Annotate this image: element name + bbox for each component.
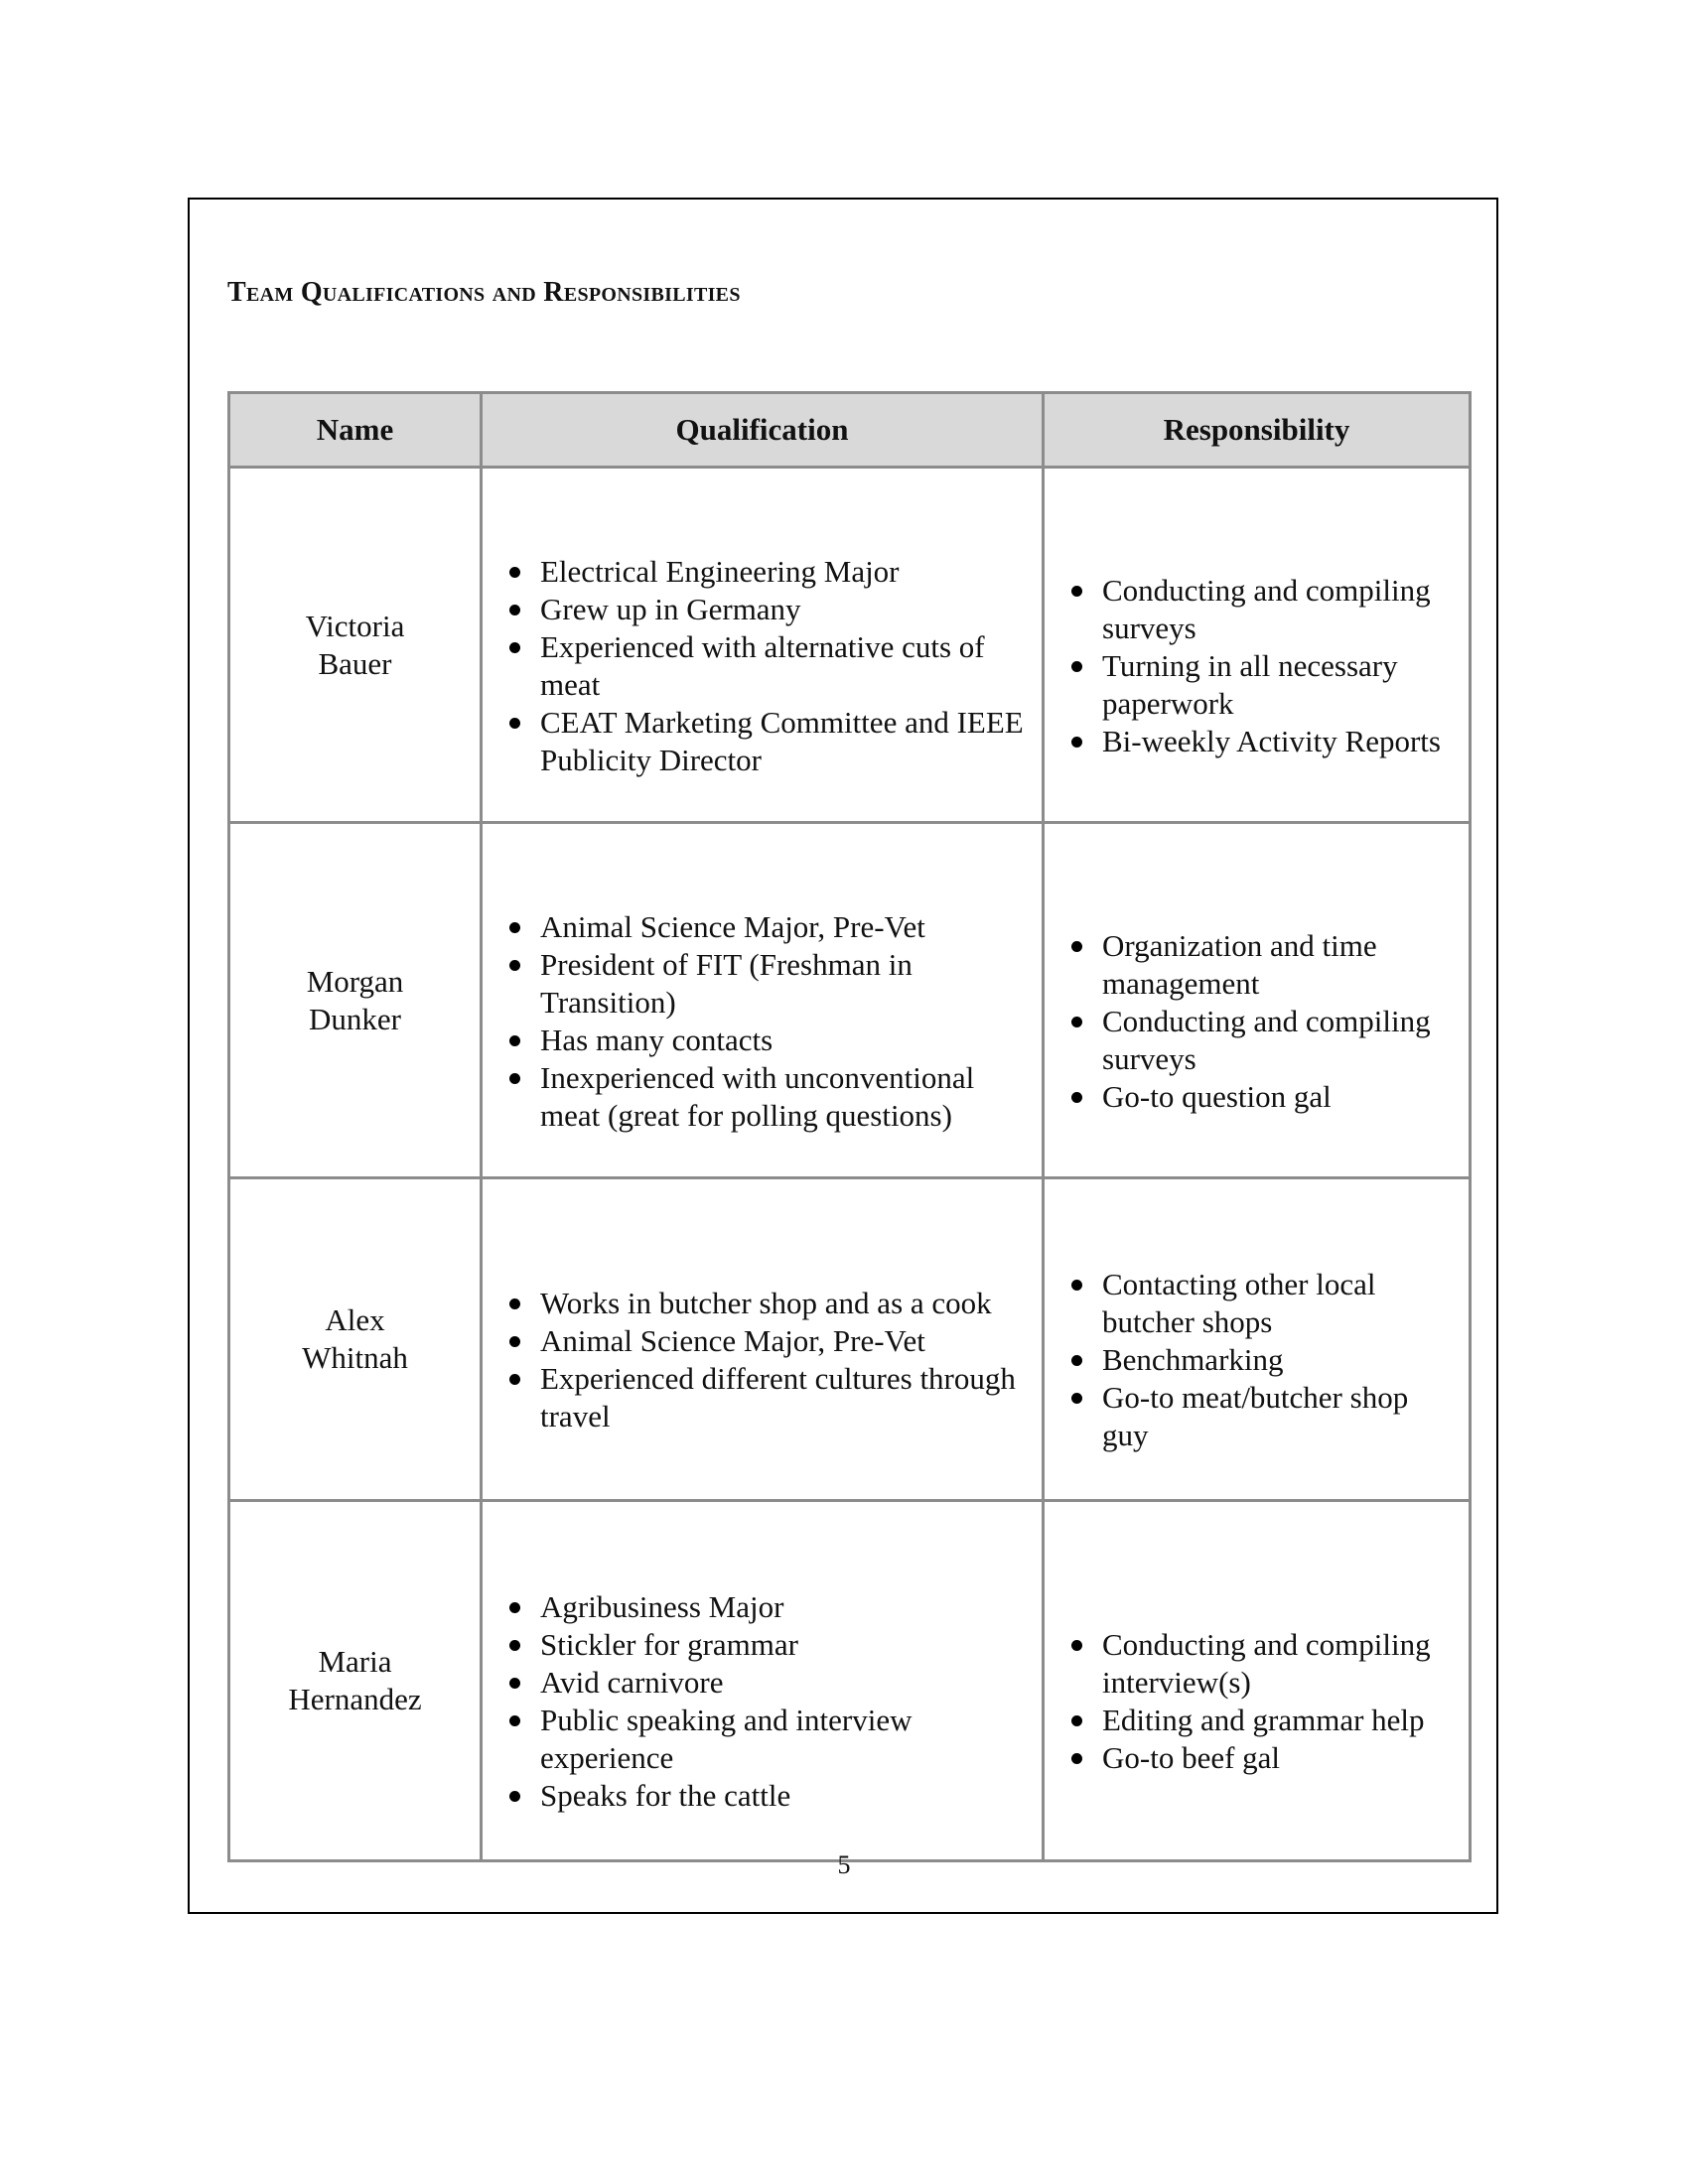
bullet-icon: [509, 1715, 520, 1726]
member-last-name: Whitnah: [302, 1340, 408, 1375]
responsibility-cell: [1044, 1501, 1471, 1861]
list-item: Has many contacts: [504, 1022, 1028, 1059]
bullet-icon: [509, 605, 520, 615]
member-first-name: Maria: [318, 1644, 392, 1679]
list-item: Animal Science Major, Pre-Vet: [504, 908, 1028, 946]
list-item: Benchmarking: [1066, 1341, 1455, 1379]
bullet-icon: [509, 922, 520, 933]
bullet-icon: [1071, 1355, 1082, 1366]
list-item: Turning in all necessary paperwork: [1066, 647, 1455, 723]
bullet-icon: [509, 567, 520, 578]
qualification-list: [504, 1588, 1028, 1815]
responsibility-cell: [1044, 1178, 1471, 1501]
member-first-name: Morgan: [306, 963, 404, 999]
bullet-icon: [509, 1073, 520, 1084]
list-item: Conducting and compiling surveys: [1066, 1003, 1455, 1078]
bullet-icon: [509, 642, 520, 653]
bullet-icon: [509, 960, 520, 971]
list-item: Conducting and compiling interview(s): [1066, 1626, 1455, 1702]
page-number: 5: [837, 1850, 851, 1879]
member-first-name: Victoria: [305, 608, 405, 643]
qualification-list: [504, 908, 1028, 1135]
qualification-cell: [482, 1501, 1044, 1861]
member-first-name: Alex: [325, 1302, 385, 1337]
list-item: Grew up in Germany: [504, 591, 1028, 628]
bullet-icon: [509, 1602, 520, 1613]
header-name: Name: [229, 393, 482, 468]
list-item: Go-to question gal: [1066, 1078, 1455, 1116]
list-item: Conducting and compiling surveys: [1066, 572, 1455, 647]
bullet-icon: [509, 718, 520, 729]
table-row: [229, 1178, 1471, 1501]
member-last-name: Dunker: [309, 1001, 401, 1036]
list-item: Go-to beef gal: [1066, 1739, 1455, 1777]
list-item: President of FIT (Freshman in Transition): [504, 946, 1028, 1022]
qualification-cell: [482, 468, 1044, 823]
bullet-icon: [509, 1791, 520, 1802]
responsibility-list: [1066, 927, 1455, 1116]
table-row: [229, 468, 1471, 823]
list-item: Avid carnivore: [504, 1664, 1028, 1702]
member-name: [229, 468, 482, 823]
list-item: Go-to meat/butcher shop guy: [1066, 1379, 1455, 1454]
member-name: [229, 1501, 482, 1861]
list-item: Inexperienced with unconventional meat (great for polling questions): [504, 1059, 1028, 1135]
responsibility-cell: [1044, 823, 1471, 1178]
section-title: Team Qualifications and Responsibilities: [227, 277, 741, 308]
qualification-cell: [482, 1178, 1044, 1501]
bullet-icon: [509, 1336, 520, 1347]
bullet-icon: [1071, 661, 1082, 672]
bullet-icon: [509, 1640, 520, 1651]
member-last-name: Hernandez: [288, 1682, 422, 1716]
list-item: Works in butcher shop and as a cook: [504, 1285, 1028, 1322]
list-item: Bi-weekly Activity Reports: [1066, 723, 1455, 760]
bullet-icon: [1071, 1280, 1082, 1291]
member-name: [229, 823, 482, 1178]
member-name: [229, 1178, 482, 1501]
bullet-icon: [509, 1678, 520, 1689]
list-item: Agribusiness Major: [504, 1588, 1028, 1626]
responsibility-list: [1066, 572, 1455, 760]
list-item: Speaks for the cattle: [504, 1777, 1028, 1815]
member-last-name: Bauer: [318, 645, 392, 681]
bullet-icon: [1071, 1017, 1082, 1027]
table-row: [229, 1501, 1471, 1861]
header-responsibility: Responsibility: [1044, 393, 1471, 468]
bullet-icon: [1071, 1393, 1082, 1404]
qualification-cell: [482, 823, 1044, 1178]
responsibility-cell: [1044, 468, 1471, 823]
team-table: [227, 391, 1472, 1862]
bullet-icon: [509, 1035, 520, 1046]
list-item: Stickler for grammar: [504, 1626, 1028, 1664]
list-item: Electrical Engineering Major: [504, 553, 1028, 591]
qualification-list: [504, 1285, 1028, 1435]
list-item: Animal Science Major, Pre-Vet: [504, 1322, 1028, 1360]
list-item: Public speaking and interview experience: [504, 1702, 1028, 1777]
table-row: [229, 823, 1471, 1178]
bullet-icon: [509, 1298, 520, 1309]
bullet-icon: [1071, 1715, 1082, 1726]
list-item: Experienced different cultures through travel: [504, 1360, 1028, 1435]
list-item: CEAT Marketing Committee and IEEE Publicity Director: [504, 704, 1028, 779]
bullet-icon: [1071, 1092, 1082, 1103]
bullet-icon: [509, 1374, 520, 1385]
list-item: Contacting other local butcher shops: [1066, 1266, 1455, 1341]
qualification-list: [504, 553, 1028, 779]
list-item: Editing and grammar help: [1066, 1702, 1455, 1739]
bullet-icon: [1071, 737, 1082, 748]
responsibility-list: [1066, 1266, 1455, 1454]
bullet-icon: [1071, 586, 1082, 597]
bullet-icon: [1071, 1753, 1082, 1764]
bullet-icon: [1071, 1640, 1082, 1651]
list-item: Organization and time management: [1066, 927, 1455, 1003]
table-header-row: [229, 393, 1471, 468]
list-item: Experienced with alternative cuts of meat: [504, 628, 1028, 704]
header-qualification: Qualification: [482, 393, 1044, 468]
bullet-icon: [1071, 941, 1082, 952]
responsibility-list: [1066, 1626, 1455, 1777]
